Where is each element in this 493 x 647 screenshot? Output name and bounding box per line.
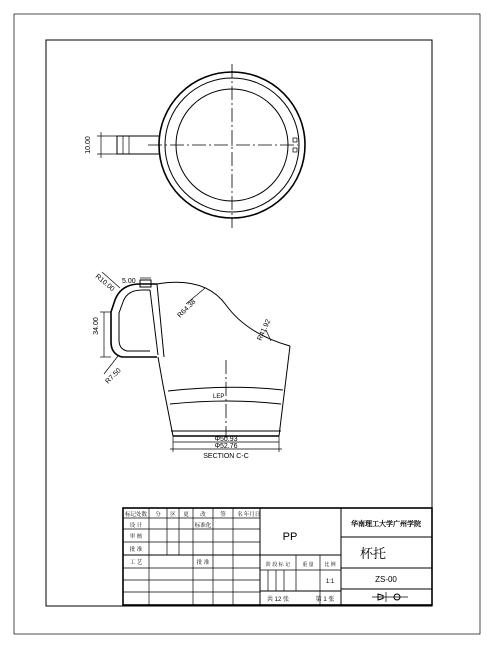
tb-header: 区: [170, 512, 176, 518]
dim-label-d52: Φ52.76: [214, 443, 238, 450]
dim-label-10: 10.00: [85, 136, 92, 154]
section-view: [93, 272, 290, 460]
dim-label-5: 5.00: [122, 278, 136, 285]
projection-symbol-icon: [372, 592, 408, 602]
tb-header: 名: [237, 512, 243, 518]
label-lep: LEP: [213, 394, 225, 400]
dim-label-r10: R10.00: [93, 273, 116, 294]
tb-label-approve2: 批 准: [196, 560, 210, 566]
section-handle-outer: [111, 284, 157, 357]
tb-header-mark: 标记处数: [124, 512, 148, 518]
tb-label-process: 工 艺: [129, 560, 143, 566]
tb-label-design: 设 计: [129, 523, 143, 529]
section-inner-arc-top: [168, 387, 283, 391]
section-caption: SECTION C-C: [203, 453, 249, 460]
tb-header: 分: [155, 512, 161, 518]
tb-label-scale: 比 例: [324, 562, 336, 568]
tb-part-name: 杯托: [359, 546, 387, 561]
dim-label-r64: R64.38: [176, 298, 198, 320]
tb-label-stage: 阶 段 标 记: [265, 562, 291, 568]
section-handle-inner: [119, 290, 150, 351]
tb-sheets-total: 共 12 张: [266, 597, 290, 603]
dim-label-d50: Φ50.93: [214, 436, 238, 443]
dim-label-r7: R7.50: [104, 367, 123, 386]
outer-frame: [14, 14, 480, 634]
top-view: [85, 64, 305, 228]
tb-label-weight: 重 量: [302, 562, 314, 568]
section-wall-outer: [157, 284, 164, 357]
tb-label-approve: 批 准: [129, 547, 143, 553]
top-view-mark: [293, 148, 297, 152]
tb-scale-value: 1:1: [325, 579, 335, 585]
title-block: [123, 508, 432, 605]
section-right-wall: [279, 346, 290, 436]
section-left-lower-wall: [158, 357, 173, 436]
dim-label-34: 34.00: [93, 317, 100, 335]
tb-header-date: 年月日: [243, 512, 261, 518]
tb-header: 签: [220, 512, 226, 518]
section-wall-inner: [150, 290, 158, 355]
tb-header: 更: [183, 512, 189, 518]
tb-header: 改: [200, 512, 206, 518]
tb-label-standard: 标准化: [194, 523, 212, 529]
section-inner-arc: [170, 401, 281, 404]
dim-label-r41: R41.92: [256, 318, 273, 342]
tb-sheet-number: 第 1 张: [315, 597, 335, 603]
tb-label-review: 审 核: [129, 534, 143, 540]
tb-school-name: 华南理工大学广州学院: [351, 521, 421, 528]
tb-material: PP: [282, 531, 298, 543]
tb-drawing-number: ZS-00: [375, 575, 397, 584]
top-view-mark: [293, 138, 297, 142]
